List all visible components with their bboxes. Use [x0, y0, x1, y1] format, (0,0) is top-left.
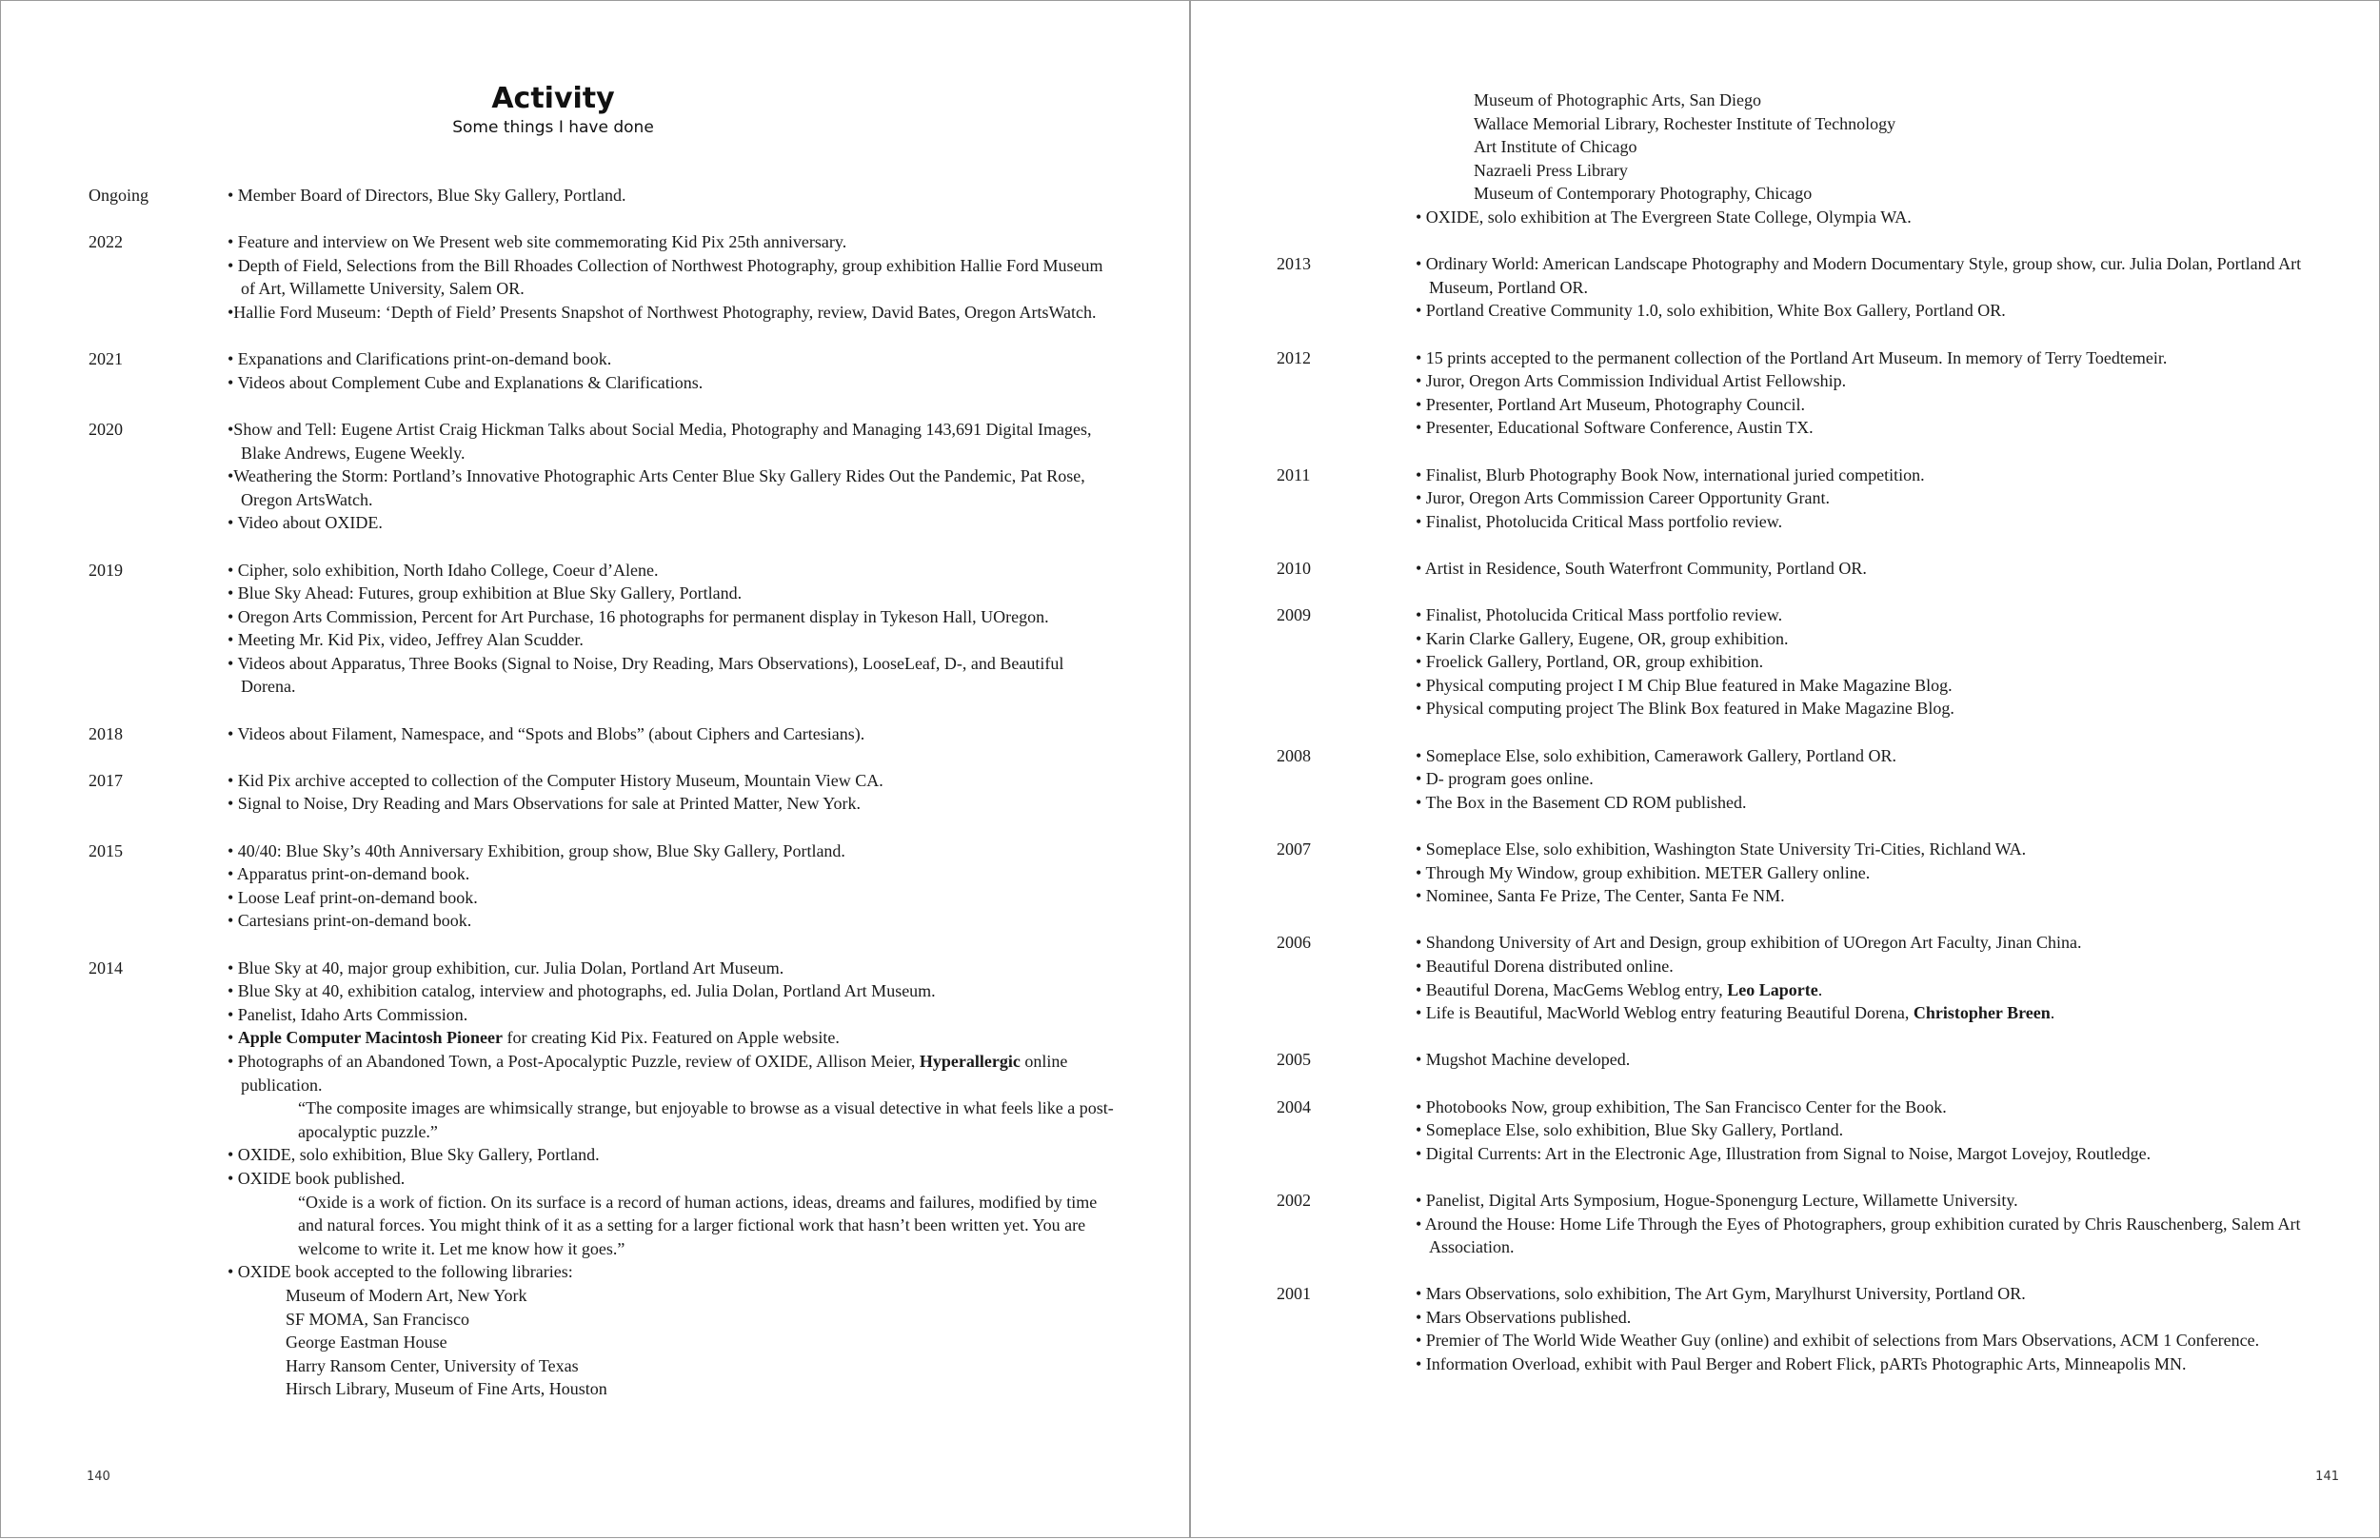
activity-list-left — [89, 184, 1117, 1424]
year-entry — [1277, 252, 2333, 323]
year-label: 2017 — [89, 770, 123, 790]
entry-items — [1416, 931, 2333, 1024]
bold-name: Hyperallergic — [919, 1051, 1021, 1071]
entry-items — [1416, 744, 2333, 815]
activity-item: • Cipher, solo exhibition, North Idaho College, Coeur d’Alene. — [228, 560, 659, 580]
activity-item: • Through My Window, group exhibition. METER Gallery online. — [1416, 862, 1871, 882]
page-subtitle: Some things I have done — [452, 118, 654, 137]
activity-item: • Mugshot Machine developed. — [1416, 1050, 1631, 1070]
entry-items — [1416, 89, 2333, 229]
year-entry — [89, 722, 1117, 746]
year-label: 2018 — [89, 723, 123, 743]
activity-item: • 40/40: Blue Sky’s 40th Anniversary Exhibition, group show, Blue Sky Gallery, Portland. — [228, 840, 845, 860]
year-label: 2008 — [1277, 745, 1311, 765]
item-text-after: . — [1817, 979, 1823, 999]
activity-item: • Videos about Filament, Namespace, and “Spots and Blobs” (about Ciphers and Cartesians). — [228, 723, 865, 743]
item-text: for creating Kid Pix. Featured on Apple website. — [502, 1028, 840, 1048]
entry-items — [1416, 1096, 2333, 1166]
activity-item: • Juror, Oregon Arts Commission Career Opportunity Grant. — [1416, 488, 1831, 508]
activity-item: • Someplace Else, solo exhibition, Washington State University Tri-Cities, Richland WA. — [1416, 839, 2027, 859]
year-label: 2007 — [1277, 839, 1311, 859]
library-name: George Eastman House — [286, 1333, 447, 1352]
activity-item: • Kid Pix archive accepted to collection of the Computer History Museum, Mountain View CA. — [228, 770, 883, 790]
year-entry — [89, 230, 1117, 324]
activity-item: • Nominee, Santa Fe Prize, The Center, Santa Fe NM. — [1416, 886, 1785, 906]
library-name: Art Institute of Chicago — [1474, 137, 1637, 157]
activity-item: • Panelist, Idaho Arts Commission. — [228, 1004, 468, 1024]
bold-name: Apple Computer Macintosh Pioneer — [237, 1028, 503, 1048]
review-quote: “The composite images are whimsically strange, but enjoyable to browse as a visual detective in what feels like a post-apocalyptic puzzle.” — [298, 1098, 1114, 1141]
year-label: 2001 — [1277, 1284, 1311, 1304]
library-name: Museum of Photographic Arts, San Diego — [1474, 90, 1761, 109]
activity-item: • OXIDE, solo exhibition, Blue Sky Gallery, Portland. — [228, 1145, 600, 1165]
activity-item: • Videos about Complement Cube and Explanations & Clarifications. — [228, 372, 704, 392]
item-text-after: online publication. — [241, 1051, 1068, 1095]
activity-item: • Blue Sky Ahead: Futures, group exhibition at Blue Sky Gallery, Portland. — [228, 583, 743, 603]
entry-items — [228, 230, 1117, 324]
entry-items — [228, 839, 1117, 933]
activity-item: • Someplace Else, solo exhibition, Camerawork Gallery, Portland OR. — [1416, 745, 1897, 765]
entry-items — [228, 559, 1117, 700]
library-name: Nazraeli Press Library — [1474, 160, 1628, 180]
activity-item — [228, 1026, 1117, 1050]
activity-item: •Hallie Ford Museum: ‘Depth of Field’ Presents Snapshot of Northwest Photography, review, David Bates, Oregon ArtsWatch. — [228, 302, 1097, 322]
activity-item: • Physical computing project The Blink Box featured in Make Magazine Blog. — [1416, 699, 1954, 719]
year-entry — [89, 769, 1117, 816]
activity-item: • Karin Clarke Gallery, Eugene, OR, group exhibition. — [1416, 628, 1789, 648]
activity-item: • Digital Currents: Art in the Electronic Age, Illustration from Signal to Noise, Margot Lovejoy, Routledge. — [1416, 1143, 2152, 1163]
year-entry — [1277, 1189, 2333, 1259]
entry-items — [228, 769, 1117, 816]
entry-items — [1416, 1048, 2333, 1072]
activity-item: • OXIDE book accepted to the following libraries: — [228, 1262, 573, 1282]
activity-item: • Finalist, Blurb Photography Book Now, international juried competition. — [1416, 464, 1925, 484]
entry-items — [1416, 1282, 2333, 1375]
year-label: Ongoing — [89, 186, 149, 205]
activity-item: • Mars Observations, solo exhibition, The Art Gym, Marylhurst University, Portland OR. — [1416, 1284, 2026, 1304]
year-label: 2010 — [1277, 558, 1311, 578]
bold-name: Christopher Breen — [1913, 1003, 2051, 1023]
year-entry — [1277, 1096, 2333, 1166]
year-entry — [89, 418, 1117, 535]
activity-list-right — [1277, 89, 2333, 1399]
activity-item: •Show and Tell: Eugene Artist Craig Hickman Talks about Social Media, Photography and Managing 143,691 Digital Images, Blake Andrews, Eugene Weekly. — [228, 419, 1092, 463]
bold-name: Leo Laporte — [1727, 979, 1818, 999]
activity-item: • The Box in the Basement CD ROM published. — [1416, 792, 1747, 812]
year-entry — [89, 559, 1117, 700]
activity-item: • Blue Sky at 40, exhibition catalog, interview and photographs, ed. Julia Dolan, Portland Art Museum. — [228, 981, 936, 1001]
year-label: 2013 — [1277, 254, 1311, 274]
item-text: • Life is Beautiful, MacWorld Weblog entry featuring Beautiful Dorena, — [1416, 1003, 1914, 1023]
year-entry — [1277, 1282, 2333, 1375]
activity-item — [1416, 1001, 2333, 1025]
year-label: 2011 — [1277, 464, 1311, 484]
bullet: • — [228, 1028, 238, 1048]
year-label: 2019 — [89, 560, 123, 580]
entry-items — [228, 957, 1117, 1401]
year-label: 2004 — [1277, 1096, 1311, 1116]
entry-items — [1416, 464, 2333, 534]
page-heading — [1, 81, 1105, 138]
left-page — [0, 0, 1190, 1538]
item-text-after: . — [2050, 1003, 2055, 1023]
activity-item: • Feature and interview on We Present web site commemorating Kid Pix 25th anniversary. — [228, 232, 847, 252]
year-entry — [89, 839, 1117, 933]
year-label: 2015 — [89, 840, 123, 860]
activity-item: • Artist in Residence, South Waterfront Community, Portland OR. — [1416, 558, 1867, 578]
activity-item: • Depth of Field, Selections from the Bill Rhoades Collection of Northwest Photography, group exhibition Hallie Ford Museum of Art, Willamette University, Salem OR. — [228, 255, 1103, 299]
year-label: 2021 — [89, 349, 123, 369]
entry-items — [228, 347, 1117, 394]
entry-items — [228, 184, 1117, 207]
year-entry — [1277, 931, 2333, 1024]
activity-item: • Finalist, Photolucida Critical Mass portfolio review. — [1416, 605, 1783, 625]
year-entry — [89, 347, 1117, 394]
entry-items — [1416, 603, 2333, 721]
activity-item: • Meeting Mr. Kid Pix, video, Jeffrey Alan Scudder. — [228, 630, 584, 650]
year-label: 2009 — [1277, 605, 1311, 625]
year-label: 2012 — [1277, 347, 1311, 367]
activity-item: • Beautiful Dorena distributed online. — [1416, 956, 1674, 976]
activity-item: • 15 prints accepted to the permanent collection of the Portland Art Museum. In memory of Terry Toedtemeir. — [1416, 347, 2168, 367]
year-label: 2022 — [89, 232, 123, 252]
item-text: • Beautiful Dorena, MacGems Weblog entry, — [1416, 979, 1728, 999]
entry-items — [1416, 346, 2333, 440]
activity-item: • Videos about Apparatus, Three Books (Signal to Noise, Dry Reading, Mars Observations), LooseLeaf, D-, and Beautiful Dorena. — [228, 653, 1064, 697]
year-entry — [1277, 346, 2333, 440]
page-title: Activity — [491, 82, 615, 115]
year-label: 2020 — [89, 419, 123, 439]
library-name: Museum of Modern Art, New York — [286, 1285, 527, 1305]
right-page — [1190, 0, 2380, 1538]
activity-item: • Signal to Noise, Dry Reading and Mars Observations for sale at Printed Matter, New York. — [228, 794, 861, 814]
page-number: 141 — [2315, 1470, 2339, 1484]
entry-items — [1416, 252, 2333, 323]
page-number: 140 — [87, 1470, 110, 1484]
review-quote: “Oxide is a work of fiction. On its surface is a record of human actions, ideas, dreams and failures, modified by time and natural forces. You might think of it as a setting for a larger fictional work that hasn’t been written yet. You are welcome to write it. Let me know how it goes.” — [298, 1192, 1098, 1258]
activity-item: • Portland Creative Community 1.0, solo exhibition, White Box Gallery, Portland OR. — [1416, 301, 2006, 321]
entry-items — [1416, 838, 2333, 908]
year-label: 2005 — [1277, 1050, 1311, 1070]
activity-item: • Around the House: Home Life Through the Eyes of Photographers, group exhibition curated by Chris Rauschenberg, Salem Art Association. — [1416, 1214, 2301, 1257]
library-name: Harry Ransom Center, University of Texas — [286, 1355, 579, 1375]
library-name: Museum of Contemporary Photography, Chicago — [1474, 184, 1813, 204]
activity-item: • Video about OXIDE. — [228, 513, 383, 533]
year-label: 2014 — [89, 958, 123, 977]
activity-item: • Oregon Arts Commission, Percent for Art Purchase, 16 photographs for permanent display in Tykeson Hall, UOregon. — [228, 606, 1049, 626]
activity-item — [228, 1050, 1117, 1096]
year-entry — [1277, 744, 2333, 815]
activity-item: • Presenter, Educational Software Conference, Austin TX. — [1416, 418, 1814, 438]
library-name: Hirsch Library, Museum of Fine Arts, Houston — [286, 1379, 607, 1399]
activity-item: • OXIDE book published. — [228, 1168, 406, 1188]
entry-items — [1416, 1189, 2333, 1259]
year-label — [1277, 89, 1416, 229]
activity-item: • Cartesians print-on-demand book. — [228, 911, 472, 931]
activity-item — [1416, 978, 2333, 1002]
year-entry — [1277, 603, 2333, 721]
activity-item: • Shandong University of Art and Design, group exhibition of UOregon Art Faculty, Jinan China. — [1416, 933, 2082, 953]
activity-item: • Photobooks Now, group exhibition, The San Francisco Center for the Book. — [1416, 1096, 1947, 1116]
activity-item: • Ordinary World: American Landscape Photography and Modern Documentary Style, group show, cur. Julia Dolan, Portland Art Museum, Portland OR. — [1416, 254, 2302, 297]
year-label: 2006 — [1277, 933, 1311, 953]
activity-item: • Froelick Gallery, Portland, OR, group exhibition. — [1416, 652, 1764, 672]
activity-item: • OXIDE, solo exhibition at The Evergreen State College, Olympia WA. — [1416, 207, 1912, 227]
activity-item: • Apparatus print-on-demand book. — [228, 864, 470, 884]
activity-item: • Panelist, Digital Arts Symposium, Hogue-Sponengurg Lecture, Willamette University. — [1416, 1190, 2018, 1210]
entry-items — [228, 722, 1117, 746]
activity-item: • Premier of The World Wide Weather Guy (online) and exhibit of selections from Mars Observations, ACM 1 Conference. — [1416, 1331, 2260, 1351]
activity-item: • Mars Observations published. — [1416, 1307, 1632, 1327]
activity-item: • D- program goes online. — [1416, 769, 1594, 789]
entry-items — [1416, 557, 2333, 581]
year-entry — [89, 184, 1117, 207]
year-entry — [1277, 557, 2333, 581]
activity-item: • Loose Leaf print-on-demand book. — [228, 887, 478, 907]
year-entry — [1277, 464, 2333, 534]
year-entry — [89, 957, 1117, 1401]
activity-item: • Expanations and Clarifications print-on-demand book. — [228, 349, 612, 369]
activity-item: • Someplace Else, solo exhibition, Blue Sky Gallery, Portland. — [1416, 1120, 1844, 1140]
year-entry — [1277, 838, 2333, 908]
activity-item: • Blue Sky at 40, major group exhibition, cur. Julia Dolan, Portland Art Museum. — [228, 958, 784, 977]
year-label: 2002 — [1277, 1190, 1311, 1210]
item-text: • Photographs of an Abandoned Town, a Post-Apocalyptic Puzzle, review of OXIDE, Allison Meier, — [228, 1051, 920, 1071]
entry-items — [228, 418, 1117, 535]
activity-item: • Physical computing project I M Chip Blue featured in Make Magazine Blog. — [1416, 675, 1953, 695]
activity-item: • Finalist, Photolucida Critical Mass portfolio review. — [1416, 511, 1783, 531]
activity-item: • Member Board of Directors, Blue Sky Gallery, Portland. — [228, 186, 626, 205]
year-entry — [1277, 89, 2333, 229]
library-name: SF MOMA, San Francisco — [286, 1309, 470, 1329]
library-name: Wallace Memorial Library, Rochester Institute of Technology — [1474, 113, 1896, 133]
activity-item: • Juror, Oregon Arts Commission Individual Artist Fellowship. — [1416, 371, 1847, 391]
activity-item: • Presenter, Portland Art Museum, Photography Council. — [1416, 394, 1806, 414]
activity-item: • Information Overload, exhibit with Paul Berger and Robert Flick, pARTs Photographic Arts, Minneapolis MN. — [1416, 1354, 2187, 1374]
activity-item: •Weathering the Storm: Portland’s Innovative Photographic Arts Center Blue Sky Gallery Rides Out the Pandemic, Pat Rose, Oregon ArtsWatch. — [228, 466, 1085, 509]
year-entry — [1277, 1048, 2333, 1072]
